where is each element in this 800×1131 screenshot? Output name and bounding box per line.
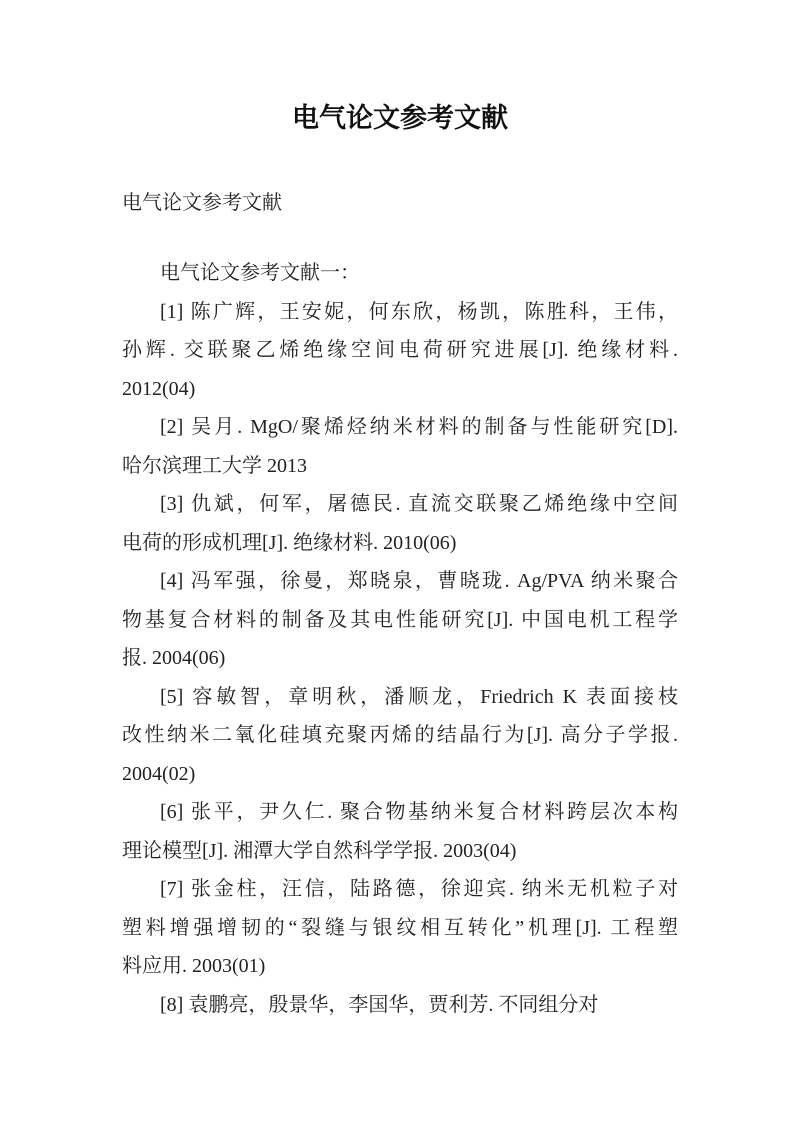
document-title: 电气论文参考文献 bbox=[292, 103, 508, 133]
reference-line: [6] 张平，尹久仁. 聚合物基纳米复合材料跨层次本构 bbox=[160, 801, 678, 823]
reference-line: [8] 袁鹏亮，殷景华，李国华，贾利芳. 不同组分对 bbox=[160, 993, 599, 1016]
document-body bbox=[122, 254, 678, 1024]
reference-line: 哈尔滨理工大学 2013 bbox=[122, 454, 307, 477]
reference-item bbox=[122, 562, 678, 678]
reference-line: 物基复合材料的制备及其电性能研究[J]. 中国电机工程学 bbox=[122, 608, 678, 631]
reference-line: 电荷的形成机理[J]. 绝缘材料. 2010(06) bbox=[122, 531, 457, 554]
reference-item bbox=[122, 986, 678, 1025]
reference-line: 料应用. 2003(01) bbox=[122, 955, 266, 977]
reference-line: 报. 2004(06) bbox=[122, 647, 226, 669]
reference-line: [7] 张金柱，汪信，陆路德，徐迎宾. 纳米无机粒子对 bbox=[160, 878, 678, 900]
reference-item bbox=[122, 293, 678, 409]
reference-list bbox=[122, 293, 678, 1025]
reference-line: 改性纳米二氧化硅填充聚丙烯的结晶行为[J]. 高分子学报. bbox=[122, 724, 678, 746]
reference-item bbox=[122, 870, 678, 986]
reference-line: 理论模型[J]. 湘潭大学自然科学学报. 2003(04) bbox=[122, 839, 517, 862]
document-subtitle: 电气论文参考文献 bbox=[122, 192, 282, 214]
reference-item bbox=[122, 485, 678, 562]
reference-line: [1] 陈广辉，王安妮，何东欣，杨凯，陈胜科，王伟， bbox=[160, 300, 678, 323]
reference-line: [3] 仇斌，何军，屠德民. 直流交联聚乙烯绝缘中空间 bbox=[160, 493, 678, 515]
reference-line: 2012(04) bbox=[122, 377, 196, 400]
reference-line: 塑料增强增韧的“裂缝与银纹相互转化”机理[J]. 工程塑 bbox=[122, 916, 678, 939]
reference-line: 2004(02) bbox=[122, 762, 196, 785]
reference-line: [2] 吴月. MgO/聚烯烃纳米材料的制备与性能研究[D]. bbox=[160, 416, 678, 438]
reference-line: [4] 冯军强，徐曼，郑晓泉，曹晓珑. Ag/PVA 纳米聚合 bbox=[160, 570, 678, 592]
reference-item bbox=[122, 793, 678, 870]
reference-item bbox=[122, 408, 678, 485]
reference-line: 孙辉. 交联聚乙烯绝缘空间电荷研究进展[J]. 绝缘材料. bbox=[122, 339, 678, 361]
section-heading: 电气论文参考文献一： bbox=[160, 262, 360, 284]
reference-line: [5] 容敏智，章明秋，潘顺龙，Friedrich K 表面接枝 bbox=[160, 685, 678, 708]
reference-item bbox=[122, 678, 678, 794]
